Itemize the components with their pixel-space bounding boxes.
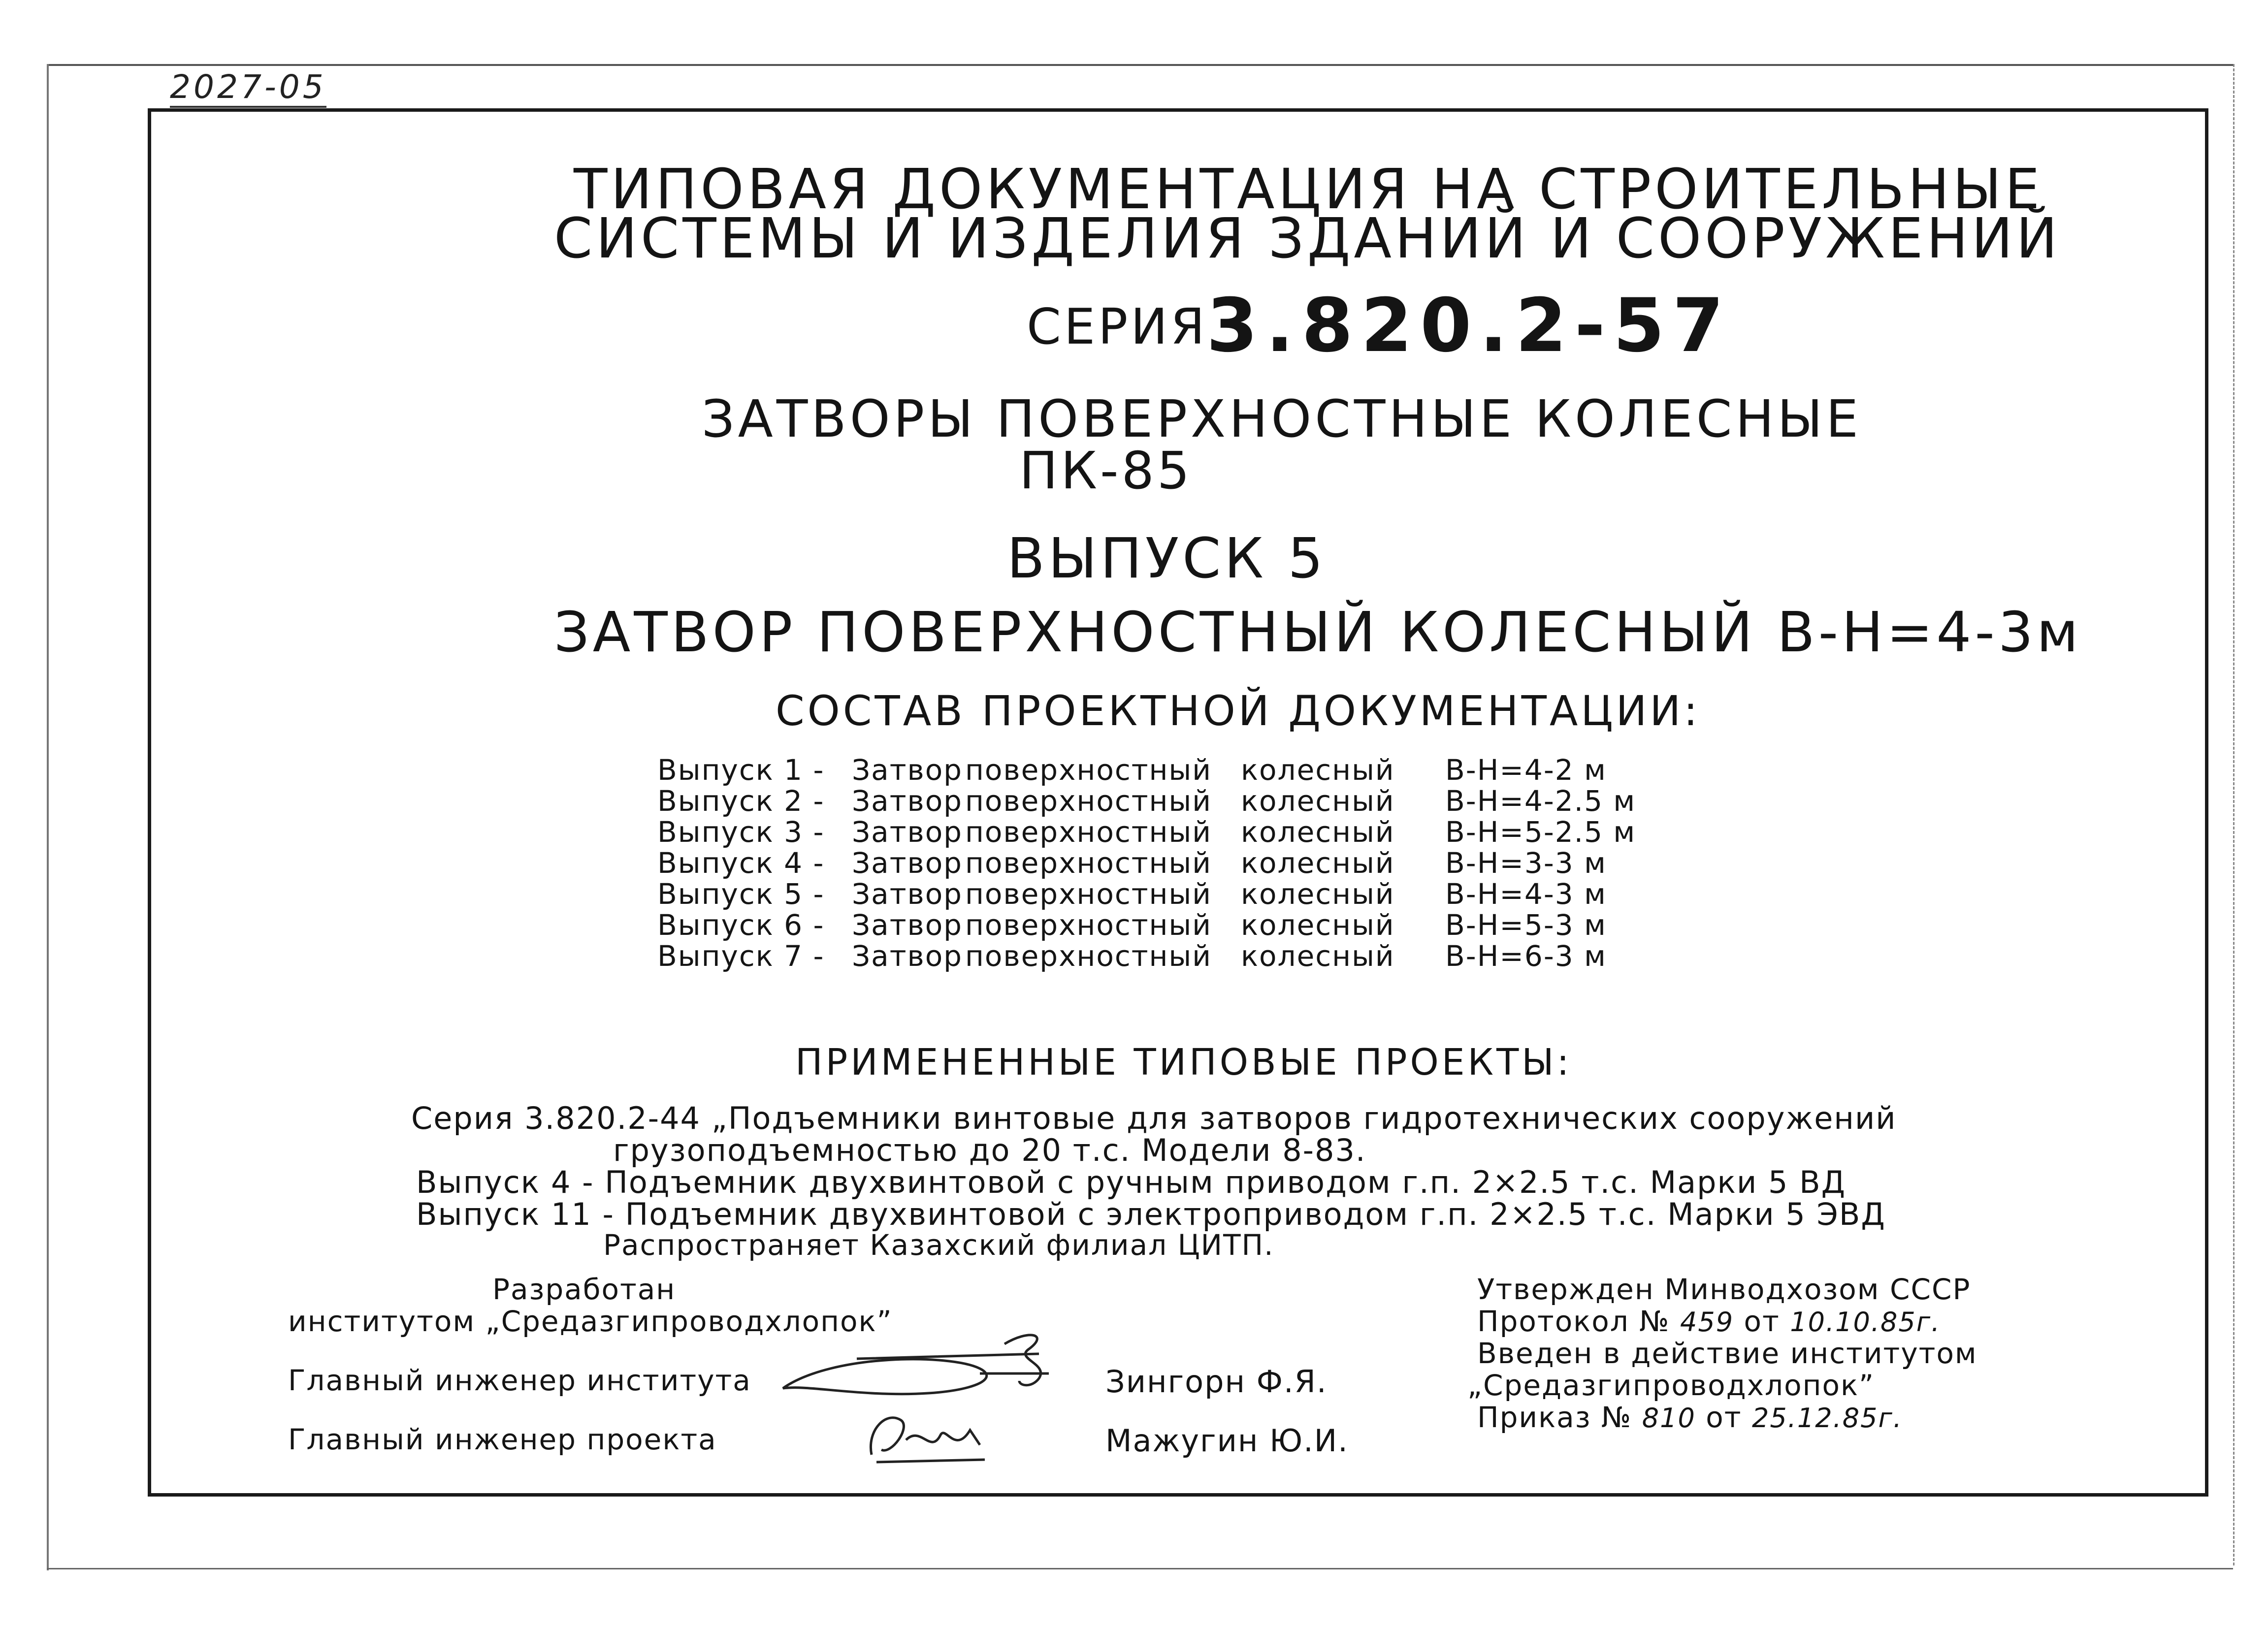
chief-engineer-institute-label: Главный инженер института xyxy=(288,1364,751,1397)
gate-dimensions: В-Н=4-2 м xyxy=(1445,753,1607,787)
order-from: от xyxy=(1695,1401,1752,1434)
issue-number: Выпуск 4 - xyxy=(657,846,825,880)
gate-dimensions: В-Н=5-2.5 м xyxy=(1445,815,1636,849)
protocol-from: от xyxy=(1734,1305,1790,1338)
outer-frame-left-line xyxy=(47,64,49,1570)
wheel-word: колесный xyxy=(1241,877,1395,911)
archive-number: 2027-05 xyxy=(170,68,326,108)
signature-chief-engineer-project xyxy=(857,1401,1004,1469)
outer-frame-bottom-line xyxy=(47,1568,2233,1569)
gate-dimensions: В-Н=4-2.5 м xyxy=(1445,784,1636,818)
introduced-by: Введен в действие институтом xyxy=(1477,1337,1977,1370)
title-line-1: ТИПОВАЯ ДОКУМЕНТАЦИЯ НА СТРОИТЕЛЬНЫЕ xyxy=(574,158,2043,222)
referenced-issue-11: Выпуск 11 - Подъемник двухвинтовой с электроприводом г.п. 2×2.5 т.с. Марки 5 ЭВД xyxy=(416,1196,1886,1232)
issue-number: Выпуск 5 - xyxy=(657,877,825,911)
issue-number: Выпуск 2 - xyxy=(657,784,825,818)
title-line-2: СИСТЕМЫ И ИЗДЕЛИЯ ЗДАНИЙ И СООРУЖЕНИЙ xyxy=(554,207,2061,271)
series-number: 3.820.2-57 xyxy=(1206,283,1732,369)
order-date: 25.12.85г. xyxy=(1751,1403,1903,1434)
surface-word: поверхностный xyxy=(965,753,1212,787)
gate-word: Затвор xyxy=(852,908,963,942)
protocol-line xyxy=(1477,1305,1941,1338)
gate-word: Затвор xyxy=(852,784,963,818)
referenced-issue-4: Выпуск 4 - Подъемник двухвинтовой с ручным приводом г.п. 2×2.5 т.с. Марки 5 ВД xyxy=(416,1164,1847,1200)
wheel-word: колесный xyxy=(1241,846,1395,880)
order-number: 810 xyxy=(1642,1403,1696,1434)
introducing-institute: „Средазгипроводхлопок” xyxy=(1467,1369,1875,1402)
issue-number: Выпуск 3 - xyxy=(657,815,825,849)
protocol-label: Протокол № xyxy=(1477,1305,1680,1338)
surface-word: поверхностный xyxy=(965,908,1212,942)
series-label: СЕРИЯ xyxy=(1027,298,1208,355)
developed-by-institute: институтом „Средазгипроводхлопок” xyxy=(288,1305,893,1338)
order-label: Приказ № xyxy=(1477,1401,1642,1434)
protocol-number: 459 xyxy=(1680,1307,1734,1338)
issue-number: Выпуск 6 - xyxy=(657,908,825,942)
surface-word: поверхностный xyxy=(965,877,1212,911)
gate-word: Затвор xyxy=(852,846,963,880)
issue-title: ВЫПУСК 5 xyxy=(1007,527,1327,591)
wheel-word: колесный xyxy=(1241,939,1395,973)
gate-word: Затвор xyxy=(852,815,963,849)
developed-by-label: Разработан xyxy=(492,1273,676,1306)
gate-word: Затвор xyxy=(852,877,963,911)
chief-engineer-project-label: Главный инженер проекта xyxy=(288,1423,717,1456)
gate-word: Затвор xyxy=(852,753,963,787)
protocol-date: 10.10.85г. xyxy=(1790,1307,1941,1338)
issue-number: Выпуск 1 - xyxy=(657,753,825,787)
signature-chief-engineer-institute xyxy=(773,1324,1078,1403)
wheel-word: колесный xyxy=(1241,908,1395,942)
gate-dimensions: В-Н=4-3 м xyxy=(1445,877,1607,911)
gate-dimensions: В-Н=3-3 м xyxy=(1445,846,1607,880)
outer-frame-right-line xyxy=(2233,64,2235,1565)
wheel-word: колесный xyxy=(1241,784,1395,818)
surface-word: поверхностный xyxy=(965,846,1212,880)
issue-number: Выпуск 7 - xyxy=(657,939,825,973)
referenced-series-line-1: Серия 3.820.2-44 „Подъемники винтовые для затворов гидротехнических сооружений xyxy=(411,1100,1897,1136)
chief-engineer-institute-name: Зингорн Ф.Я. xyxy=(1105,1364,1328,1400)
gate-dimensions: В-Н=6-3 м xyxy=(1445,939,1607,973)
applied-projects-heading: ПРИМЕНЕННЫЕ ТИПОВЫЕ ПРОЕКТЫ: xyxy=(795,1041,1572,1084)
surface-word: поверхностный xyxy=(965,784,1212,818)
composition-heading: СОСТАВ ПРОЕКТНОЙ ДОКУМЕНТАЦИИ: xyxy=(776,687,1701,735)
chief-engineer-project-name: Мажугин Ю.И. xyxy=(1105,1423,1349,1459)
wheel-word: колесный xyxy=(1241,815,1395,849)
subject-line-2: ПК-85 xyxy=(1019,441,1193,501)
surface-word: поверхностный xyxy=(965,939,1212,973)
referenced-series-line-2: грузоподъемностью до 20 т.с. Модели 8-83. xyxy=(613,1132,1366,1168)
wheel-word: колесный xyxy=(1241,753,1395,787)
gate-dimensions: В-Н=5-3 м xyxy=(1445,908,1607,942)
order-line xyxy=(1477,1401,1903,1434)
outer-frame-top-line xyxy=(47,64,2233,66)
subject-line-1: ЗАТВОРЫ ПОВЕРХНОСТНЫЕ КОЛЕСНЫЕ xyxy=(702,389,1862,449)
gate-word: Затвор xyxy=(852,939,963,973)
approved-by: Утвержден Минводхозом СССР xyxy=(1477,1273,1971,1306)
distributor-note: Распространяет Казахский филиал ЦИТП. xyxy=(603,1228,1274,1262)
surface-word: поверхностный xyxy=(965,815,1212,849)
gate-title: ЗАТВОР ПОВЕРХНОСТНЫЙ КОЛЕСНЫЙ В-Н=4-3м xyxy=(554,601,2082,665)
